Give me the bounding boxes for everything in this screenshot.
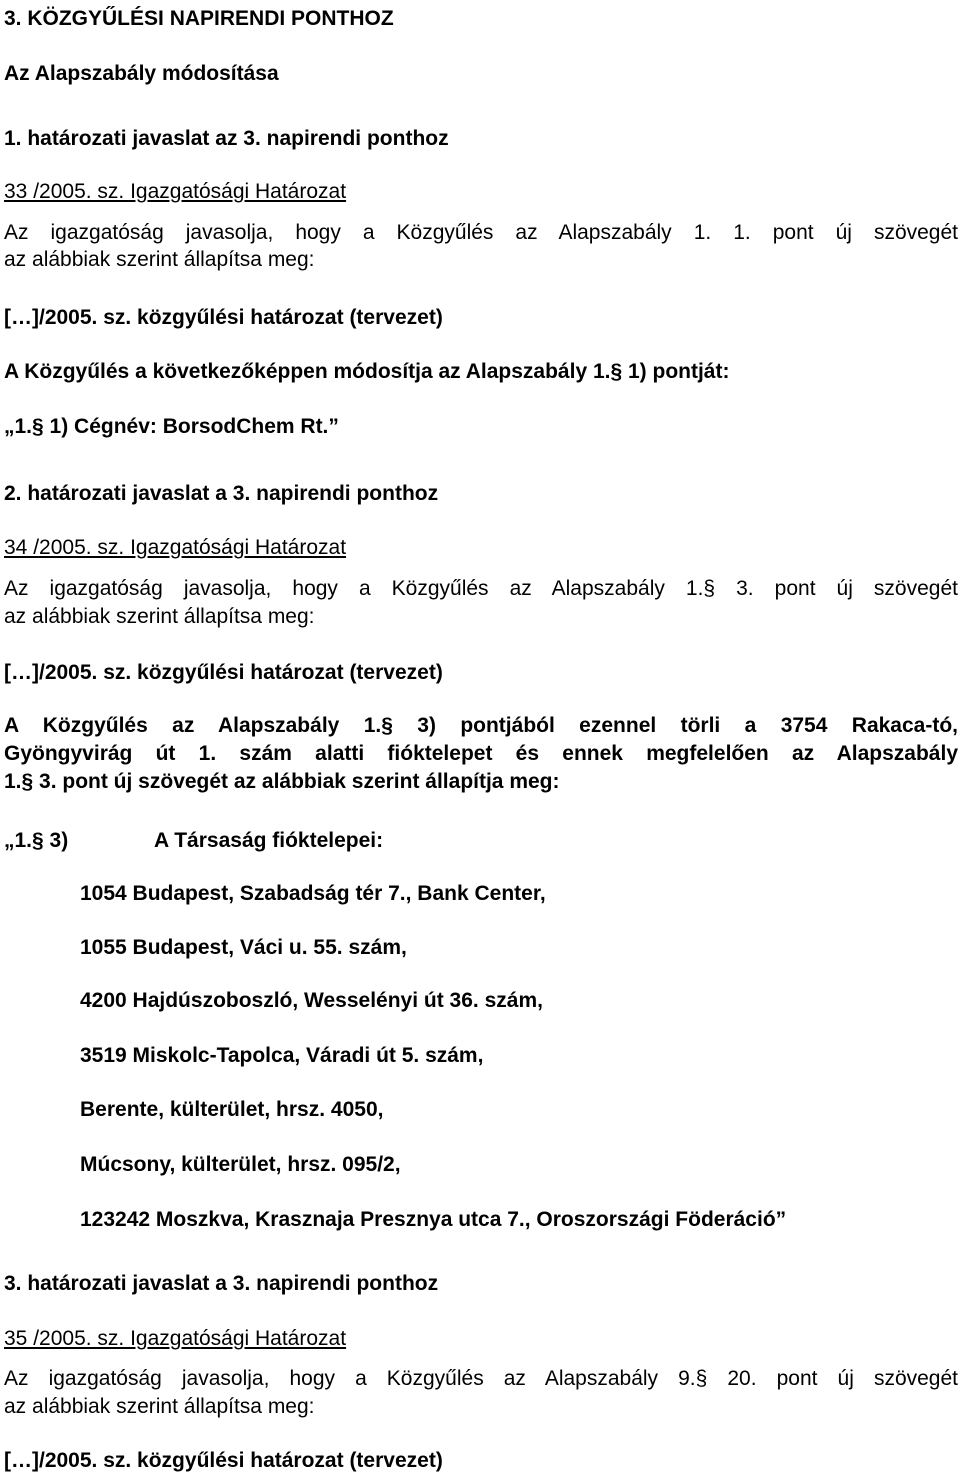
intro-line-1b: az alábbiak szerint állapítsa meg: [4,248,315,271]
board-resolution-2: 34 /2005. sz. Igazgatósági Határozat [4,536,347,559]
body-line-2c: 1.§ 3. pont új szövegét az alábbiak szerint állapítja meg: [4,770,560,793]
gm-resolution-2: […]/2005. sz. közgyűlési határozat (tervezet) [4,661,443,684]
intro-line-3a: Az igazgatóság javasolja, hogy a Közgyűlés az Alapszabály 9.§ 20. pont új szövegét [4,1367,958,1390]
body-line-2a: A Közgyűlés az Alapszabály 1.§ 3) pontjából ezennel törli a 3754 Rakaca-tó, [4,714,958,737]
body-line-2b: Gyöngyvirág út 1. szám alatti fióktelepet és ennek megfelelően az Alapszabály [4,742,958,765]
intro-line-2a: Az igazgatóság javasolja, hogy a Közgyűlés az Alapszabály 1.§ 3. pont új szövegét [4,577,958,600]
gm-resolution-1: […]/2005. sz. közgyűlési határozat (tervezet) [4,306,443,329]
quote-1: „1.§ 1) Cégnév: BorsodChem Rt.” [4,415,339,438]
page-subheading: Az Alapszabály módosítása [4,62,279,85]
branch-address: Berente, külterület, hrsz. 4050, [80,1098,384,1121]
branch-address: 3519 Miskolc-Tapolca, Váradi út 5. szám, [80,1044,484,1067]
intro-line-3b: az alábbiak szerint állapítsa meg: [4,1395,315,1418]
proposal-title-2: 2. határozati javaslat a 3. napirendi ponthoz [4,482,439,505]
branch-address: 1055 Budapest, Váci u. 55. szám, [80,936,407,959]
board-resolution-1: 33 /2005. sz. Igazgatósági Határozat [4,180,347,203]
proposal-title-1: 1. határozati javaslat az 3. napirendi ponthoz [4,127,449,150]
quote-2 [4,828,704,854]
board-resolution-3: 35 /2005. sz. Igazgatósági Határozat [4,1327,347,1350]
body-line-1: A Közgyűlés a következőképpen módosítja az Alapszabály 1.§ 1) pontját: [4,360,730,383]
intro-line-2b: az alábbiak szerint állapítsa meg: [4,605,315,628]
proposal-title-3: 3. határozati javaslat a 3. napirendi ponthoz [4,1272,439,1295]
branch-address: 1054 Budapest, Szabadság tér 7., Bank Center, [80,882,546,905]
branch-address: 4200 Hajdúszoboszló, Wesselényi út 36. szám, [80,989,543,1012]
branch-address: 123242 Moszkva, Krasznaja Presznya utca 7., Oroszországi Föderáció” [80,1208,787,1231]
page-heading: 3. KÖZGYŰLÉSI NAPIRENDI PONTHOZ [4,7,394,30]
gm-resolution-3: […]/2005. sz. közgyűlési határozat (tervezet) [4,1449,443,1472]
intro-line-1a: Az igazgatóság javasolja, hogy a Közgyűlés az Alapszabály 1. 1. pont új szövegét [4,221,958,244]
branch-address: Múcsony, külterület, hrsz. 095/2, [80,1153,401,1176]
quote-2-label: A Társaság fióktelepei: [154,829,384,852]
quote-2-prefix: „1.§ 3) [4,829,69,852]
